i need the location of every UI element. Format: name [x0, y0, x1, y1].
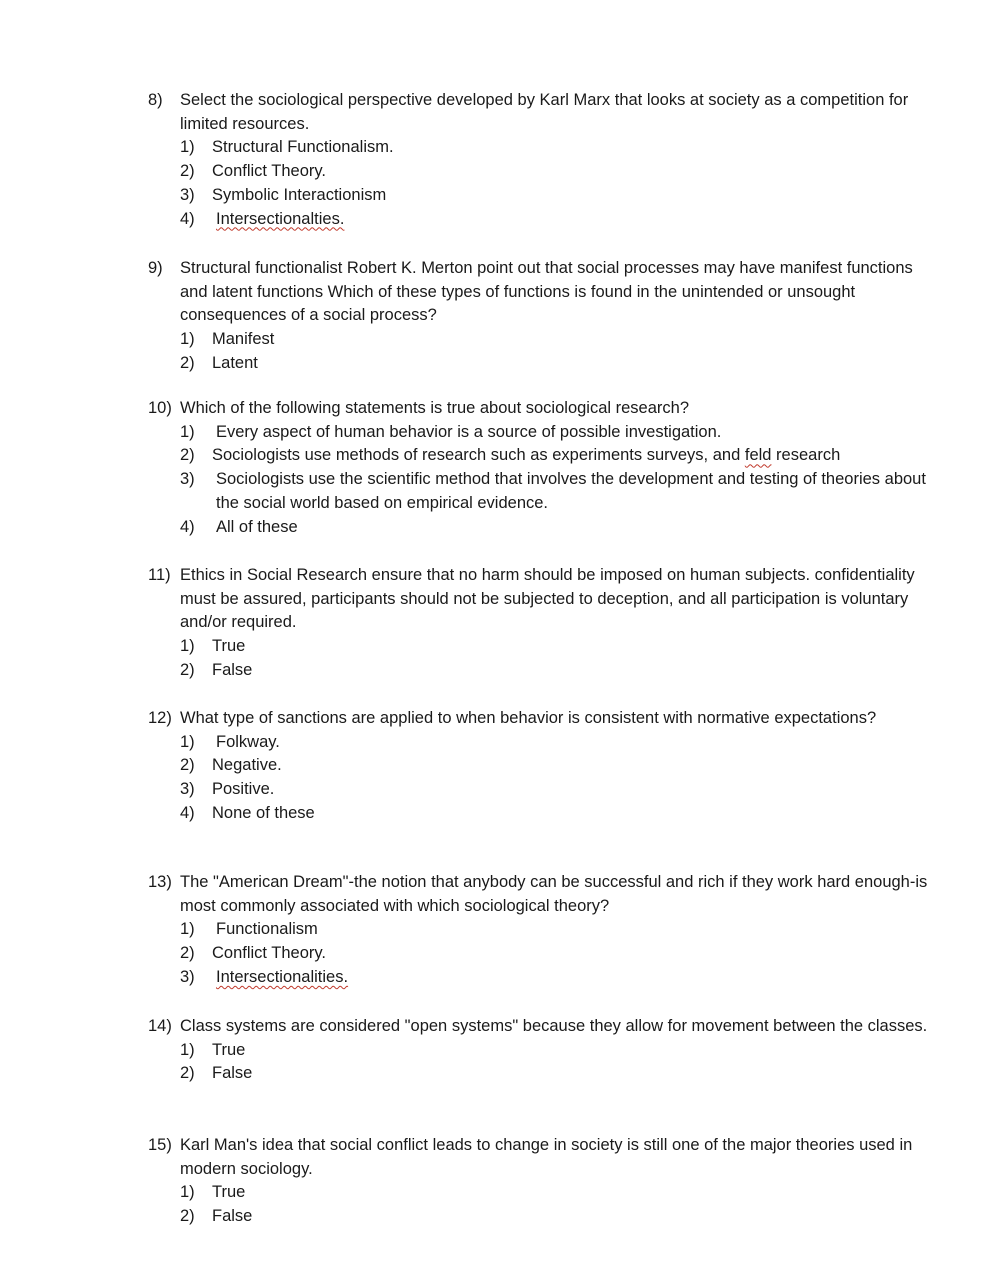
option-number: 1) [180, 330, 195, 349]
option-number: 3) [180, 967, 195, 986]
option [180, 1181, 928, 1205]
option [180, 184, 928, 208]
option [180, 635, 928, 659]
question-text: What type of sanctions are applied to when behavior is consistent with normative expectations? [180, 709, 877, 727]
question-text: Class systems are considered "open systems" because they allow for movement between the classes. [180, 1017, 928, 1035]
option-text: Positive. [212, 780, 275, 799]
option [180, 918, 928, 942]
option-text: Conflict Theory. [212, 162, 327, 181]
question-text: The "American Dream"-the notion that anybody can be successful and rich if they work hard enough-is most commonly associated with which sociological theory? [180, 873, 928, 915]
option-text: Negative. [212, 756, 282, 775]
option-text: True [212, 1183, 246, 1202]
option-number: 2) [180, 446, 195, 465]
option-number: 2) [180, 162, 195, 181]
option [180, 802, 928, 826]
option [180, 328, 928, 352]
question-8 [148, 89, 928, 231]
option [180, 1039, 928, 1063]
option [180, 468, 928, 515]
question-text: Structural functionalist Robert K. Merton point out that social processes may have manifest functions and latent functions Which of these types of functions is found in the unintended or unsought consequences of a social process? [180, 259, 913, 325]
option-number: 1) [180, 732, 195, 751]
option-text: False [212, 1064, 253, 1083]
question-15 [148, 1134, 928, 1229]
option-number: 3) [180, 780, 195, 799]
option-number: 1) [180, 920, 195, 939]
option-text: Functionalism [216, 920, 318, 939]
option-number: 4) [180, 209, 195, 228]
option-text: True [212, 1040, 246, 1059]
question-number: 8) [148, 91, 163, 109]
option-text-misspelled: Intersectionalties. [216, 209, 345, 228]
option [180, 208, 928, 232]
option-number: 2) [180, 1064, 195, 1083]
option-number: 4) [180, 803, 195, 822]
question-text: Which of the following statements is true about sociological research? [180, 399, 690, 417]
option [180, 942, 928, 966]
option-text: Symbolic Interactionism [212, 185, 387, 204]
option-text: Conflict Theory. [212, 944, 327, 963]
option-number: 4) [180, 517, 195, 536]
question-text: Karl Man's idea that social conflict leads to change in society is still one of the major theories used in modern sociology. [180, 1136, 913, 1178]
question-12 [148, 707, 928, 826]
option [180, 421, 928, 445]
option-text: False [212, 660, 253, 679]
option-text: Sociologists use methods of research such as experiments surveys, and [212, 446, 741, 465]
option-text: Every aspect of human behavior is a source of possible investigation. [216, 422, 722, 441]
option-number: 3) [180, 470, 195, 489]
option-text-group [212, 444, 928, 468]
option [180, 1062, 928, 1086]
option [180, 516, 928, 540]
option-number: 1) [180, 637, 195, 656]
option [180, 754, 928, 778]
option-text: False [212, 1207, 253, 1226]
option [180, 1205, 928, 1229]
question-number: 14) [148, 1017, 172, 1035]
question-9 [148, 257, 928, 376]
option [180, 136, 928, 160]
question-11 [148, 564, 928, 683]
option-number: 2) [180, 353, 195, 372]
option [180, 160, 928, 184]
option-number: 2) [180, 660, 195, 679]
question-number: 10) [148, 399, 172, 417]
question-number: 12) [148, 709, 172, 727]
option-text: All of these [216, 517, 298, 536]
option-number: 3) [180, 185, 195, 204]
question-14 [148, 1015, 928, 1086]
option [180, 778, 928, 802]
option [180, 444, 928, 468]
question-text: Select the sociological perspective developed by Karl Marx that looks at society as a competition for limited resources. [180, 91, 909, 133]
option-text: None of these [212, 803, 315, 822]
misspelled-word: feld [744, 446, 772, 465]
option-number: 2) [180, 756, 195, 775]
question-number: 9) [148, 259, 163, 277]
option-text: Structural Functionalism. [212, 138, 394, 157]
option [180, 731, 928, 755]
option-text-misspelled: Intersectionalities. [216, 967, 349, 986]
question-number: 13) [148, 873, 172, 891]
option-number: 1) [180, 138, 195, 157]
option-text: True [212, 637, 246, 656]
option-number: 2) [180, 944, 195, 963]
question-number: 15) [148, 1136, 172, 1154]
option [180, 352, 928, 376]
option-number: 1) [180, 1183, 195, 1202]
question-10 [148, 397, 928, 539]
option-text-suffix: research [771, 446, 841, 465]
option-number: 1) [180, 422, 195, 441]
question-13 [148, 871, 928, 990]
question-number: 11) [148, 566, 171, 584]
option-number: 1) [180, 1040, 195, 1059]
option-text: Sociologists use the scientific method that involves the development and testing of theories about the social world based on empirical evidence. [216, 470, 926, 512]
question-text: Ethics in Social Research ensure that no harm should be imposed on human subjects. confidentiality must be assured, participants should not be subjected to deception, and all participation is voluntary and/or required. [180, 566, 915, 632]
option [180, 966, 928, 990]
option-text: Manifest [212, 330, 275, 349]
option-text: Folkway. [216, 732, 280, 751]
option [180, 659, 928, 683]
option-text: Latent [212, 353, 258, 372]
option-number: 2) [180, 1207, 195, 1226]
